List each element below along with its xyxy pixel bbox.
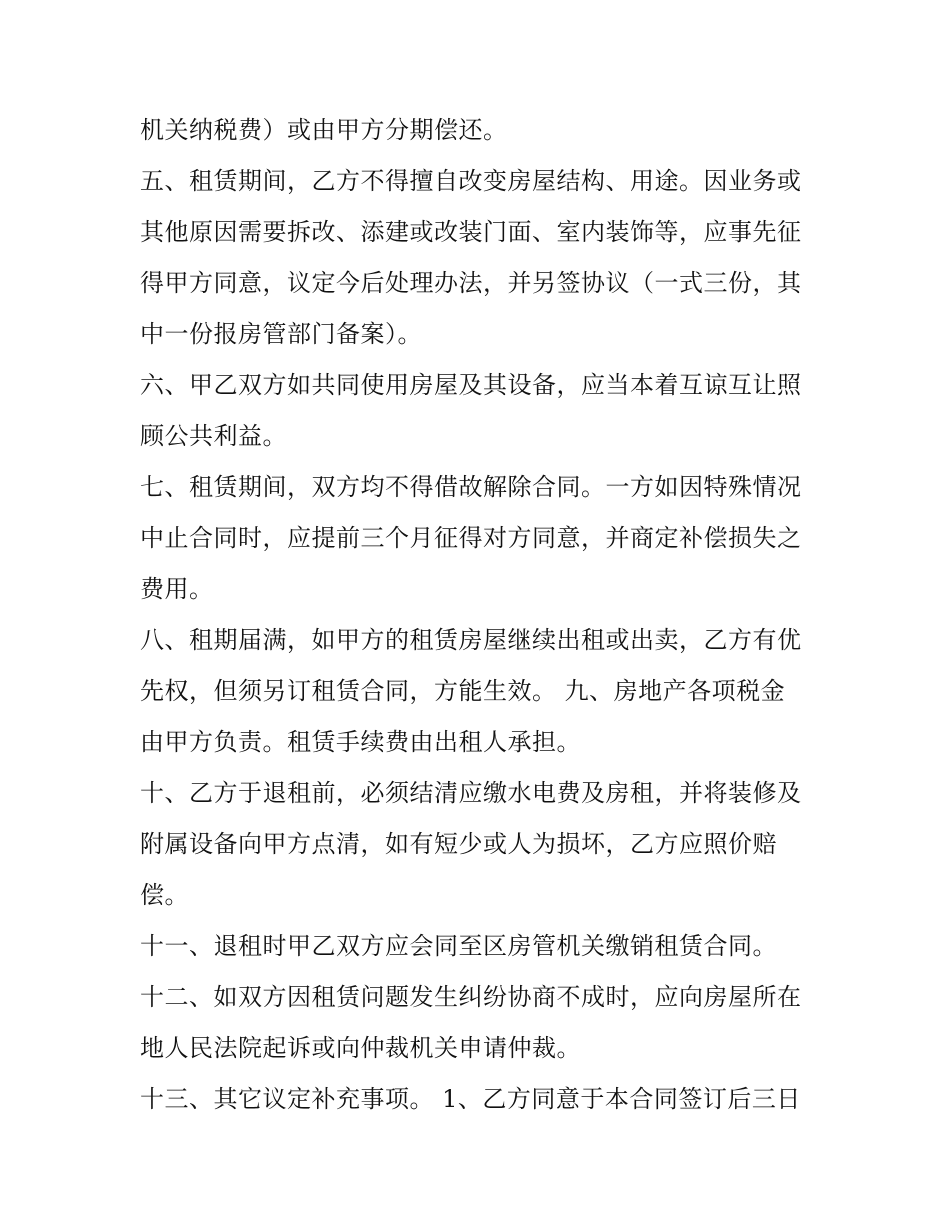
text-line: 七、租赁期间，双方均不得借故解除合同。一方如因特殊情况 [140,473,802,501]
text-line: 六、甲乙双方如共同使用房屋及其设备，应当本着互谅互让照 [140,371,802,399]
text-line: 中一份报房管部门备案）。 [140,320,422,348]
text-line: 十二、如双方因租赁问题发生纠纷协商不成时，应向房屋所在 [140,983,802,1011]
text-line: 附属设备向甲方点清，如有短少或人为损坏，乙方应照价赔 [140,830,777,858]
text-line: 五、租赁期间，乙方不得擅自改变房屋结构、用途。因业务或 [140,167,802,195]
text-line: 十三、其它议定补充事项。 1、乙方同意于本合同签订后三日 [140,1085,801,1113]
text-line: 先权，但须另订租赁合同，方能生效。 九、房地产各项税金 [140,677,786,705]
text-line: 机关纳税费）或由甲方分期偿还。 [140,116,508,144]
text-line: 顾公共利益。 [140,422,287,450]
text-line: 得甲方同意，议定今后处理办法，并另签协议（一式三份，其 [140,269,802,297]
text-line: 中止合同时，应提前三个月征得对方同意，并商定补偿损失之 [140,524,802,552]
text-line: 地人民法院起诉或向仲裁机关申请仲裁。 [140,1034,581,1062]
text-line: 费用。 [140,575,214,603]
text-line: 其他原因需要拆改、添建或改装门面、室内装饰等，应事先征 [140,218,802,246]
text-line: 偿。 [140,881,189,909]
text-line: 十一、退租时甲乙双方应会同至区房管机关缴销租赁合同。 [140,932,777,960]
document-body [140,105,820,1125]
text-line: 由甲方负责。租赁手续费由出租人承担。 [140,728,581,756]
text-line: 八、租期届满，如甲方的租赁房屋继续出租或出卖，乙方有优 [140,626,802,654]
text-line: 十、乙方于退租前，必须结清应缴水电费及房租，并将装修及 [140,779,802,807]
